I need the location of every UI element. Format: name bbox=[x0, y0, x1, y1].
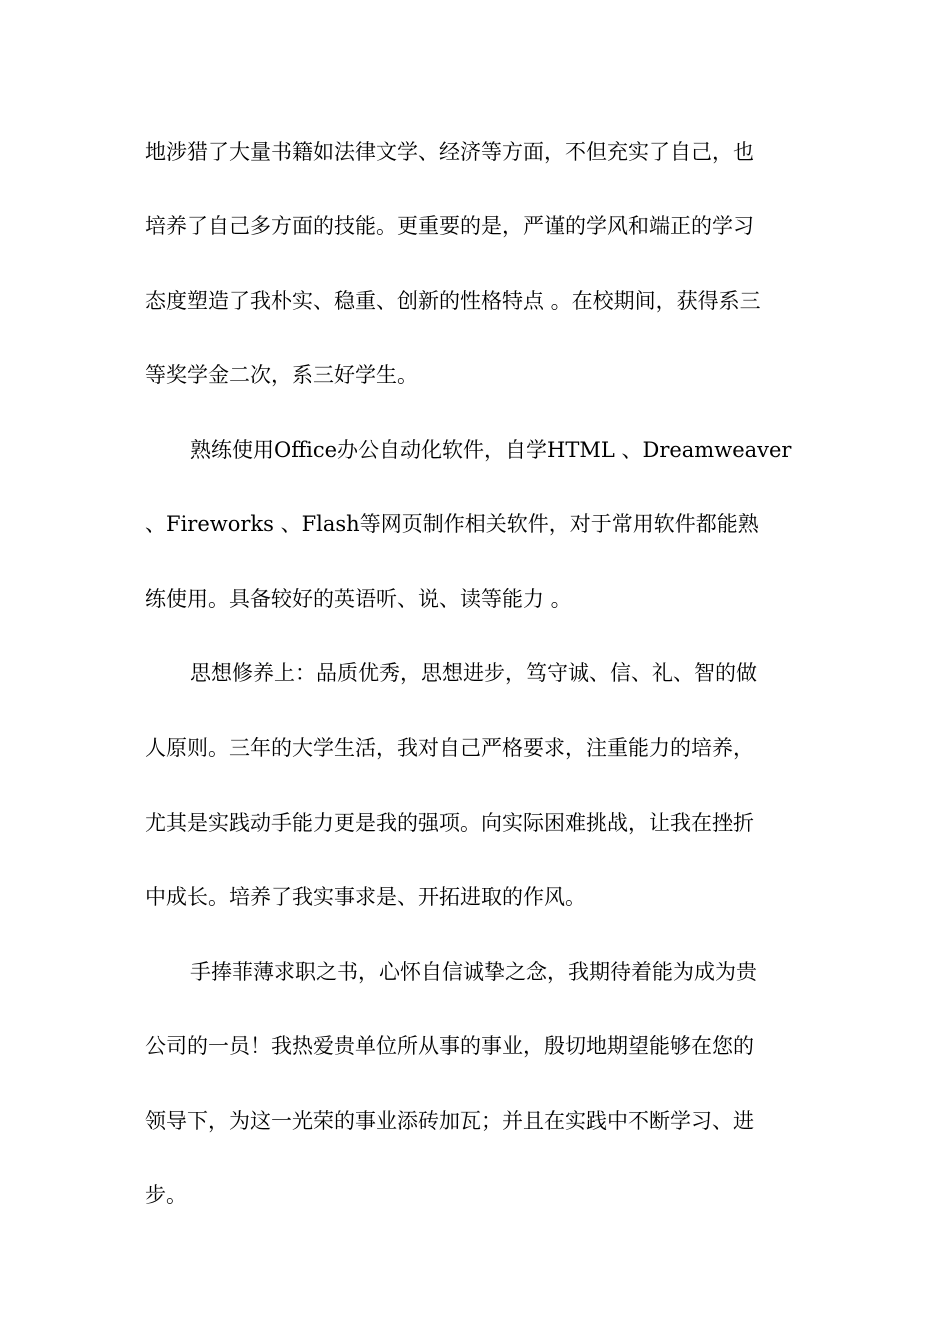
text-line: 手捧菲薄求职之书，心怀自信诚挚之念，我期待着能为成为贵 bbox=[190, 960, 757, 984]
text-line: 态度塑造了我朴实、稳重、创新的性格特点 。在校期间，获得系三 bbox=[145, 289, 761, 313]
text-line: 、Fireworks 、Flash等网页制作相关软件，对于常用软件都能熟 bbox=[145, 512, 759, 536]
text-line: 熟练使用Office办公自动化软件，自学HTML 、Dreamweaver bbox=[190, 438, 792, 462]
text-line: 地涉猎了大量书籍如法律文学、经济等方面，不但充实了自己，也 bbox=[145, 140, 754, 164]
text-line: 公司的一员！我热爱贵单位所从事的事业，殷切地期望能够在您的 bbox=[145, 1034, 754, 1058]
text-line: 等奖学金二次，系三好学生。 bbox=[145, 363, 418, 387]
text-line: 人原则。三年的大学生活，我对自己严格要求，注重能力的培养， bbox=[145, 736, 754, 760]
text-line: 中成长。培养了我实事求是、开拓进取的作风。 bbox=[145, 885, 586, 909]
text-line: 思想修养上：品质优秀，思想进步，笃守诚、信、礼、智的做 bbox=[190, 661, 757, 685]
text-line: 培养了自己多方面的技能。更重要的是，严谨的学风和端正的学习 bbox=[145, 214, 754, 238]
text-line: 领导下，为这一光荣的事业添砖加瓦；并且在实践中不断学习、进 bbox=[145, 1109, 754, 1133]
text-line: 练使用。具备较好的英语听、说、读等能力 。 bbox=[145, 587, 572, 611]
text-line: 步。 bbox=[145, 1183, 187, 1207]
text-line: 尤其是实践动手能力更是我的强项。向实际困难挑战，让我在挫折 bbox=[145, 811, 754, 835]
